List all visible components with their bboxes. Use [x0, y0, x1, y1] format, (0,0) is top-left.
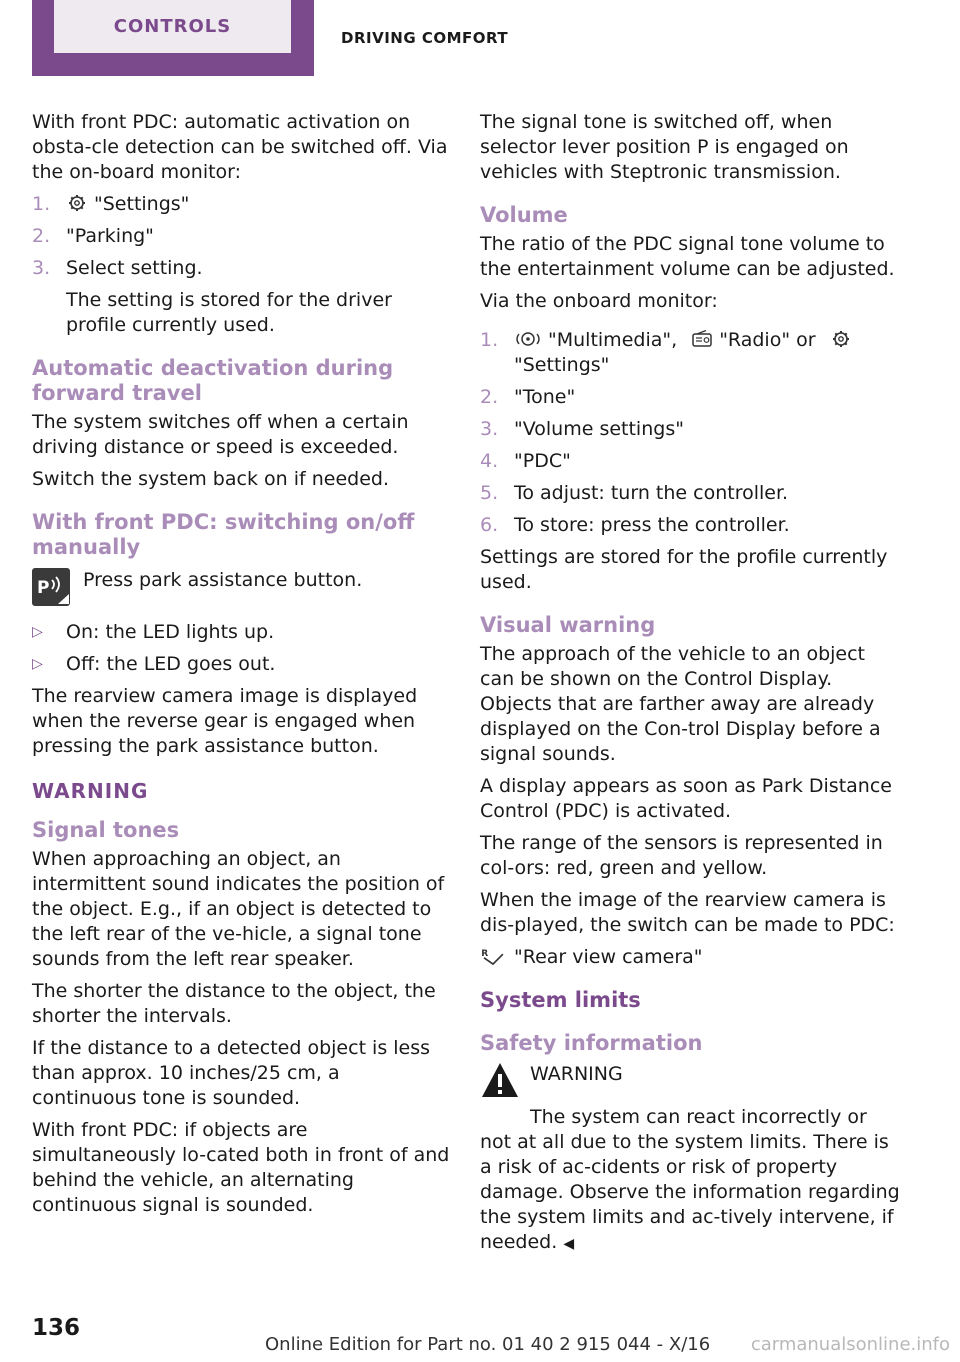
step-text: "PDC" — [514, 450, 571, 472]
gear-icon — [830, 330, 852, 348]
volume-heading: Volume — [480, 203, 568, 227]
list-item — [480, 513, 900, 538]
rearview-paragraph: The rearview camera image is displayed when the reverse gear is engaged when pressing the park assistance button. — [32, 685, 418, 757]
step-subtext: The setting is stored for the driver profile currently used. — [66, 289, 392, 336]
visual-paragraph-1: The approach of the vehicle to an object can be shown on the Control Display. Objects that are farther away are already displayed on the Con-trol Display before a signal sounds. — [480, 643, 881, 765]
svg-text:R: R — [481, 949, 489, 959]
step-text: "Volume settings" — [514, 418, 684, 440]
visual-paragraph-3: The range of the sensors is represented in col-ors: red, green and yellow. — [480, 832, 883, 879]
signal-paragraph-3: If the distance to a detected object is less than approx. 10 inches/25 cm, a continuous tone is sounded. — [32, 1037, 431, 1109]
visual-paragraph-2: A display appears as soon as Park Distance Control (PDC) is activated. — [480, 775, 892, 822]
end-mark-icon: ◀ — [563, 1236, 575, 1252]
header-tab-controls — [32, 0, 314, 76]
park-assist-button-row — [32, 568, 450, 606]
via-monitor-paragraph: Via the onboard monitor: — [480, 290, 718, 312]
intro-paragraph: With front PDC: automatic activation on obsta-cle detection can be switched off. Via the on-board monitor: — [32, 111, 448, 183]
radio-label: "Radio" or — [719, 329, 816, 351]
settings-label: "Settings" — [514, 354, 610, 376]
press-button-text: Press park assistance button. — [83, 569, 363, 591]
radio-icon — [691, 330, 713, 348]
auto-deactivation-paragraph: The system switches off when a certain driving distance or speed is exceeded. — [32, 411, 409, 458]
watermark: carmanualsonline.info — [750, 1334, 950, 1355]
step-text: To adjust: turn the controller. — [514, 482, 789, 504]
step-text: "Parking" — [66, 225, 154, 247]
safety-warning — [480, 1060, 900, 1100]
step-number: 1. — [480, 329, 499, 351]
list-item — [32, 224, 450, 249]
rear-view-camera-label: "Rear view camera" — [514, 946, 703, 968]
settings-stored-paragraph: Settings are stored for the profile currently used. — [480, 546, 888, 593]
step-number: 4. — [480, 450, 499, 472]
switch-back-paragraph: Switch the system back on if needed. — [32, 468, 389, 490]
multimedia-icon — [514, 330, 542, 348]
list-item — [32, 620, 450, 645]
step-text: "Settings" — [94, 193, 190, 215]
volume-steps — [480, 328, 900, 538]
warning-label: WARNING — [530, 1063, 623, 1085]
step-number: 2. — [480, 386, 499, 408]
svg-text:P: P — [37, 578, 50, 598]
step-number: 5. — [480, 482, 499, 504]
bullet-text: On: the LED lights up. — [66, 621, 275, 643]
system-limits-heading: System limits — [480, 988, 641, 1012]
header-tab-label: CONTROLS — [54, 0, 291, 53]
volume-paragraph: The ratio of the PDC signal tone volume to the entertainment volume can be adjusted. — [480, 233, 895, 280]
auto-deactivation-heading: Automatic deactivation during forward travel — [32, 356, 394, 405]
list-item — [480, 449, 900, 474]
signal-paragraph-1: When approaching an object, an intermittent sound indicates the position of the object. E.g., if an object is detected to the left rear of the ve-hicle, a signal tone sounds from the left rear speaker. — [32, 848, 445, 970]
step-number: 2. — [32, 225, 51, 247]
step-number: 6. — [480, 514, 499, 536]
step-text: "Tone" — [514, 386, 576, 408]
tone-off-paragraph: The signal tone is switched off, when selector lever position P is engaged on vehicles with Steptronic transmission. — [480, 111, 849, 183]
signal-paragraph-4: With front PDC: if objects are simultaneously lo-cated both in front of and behind the vehicle, an alternating continuous signal is sounded. — [32, 1119, 450, 1216]
list-item — [32, 192, 450, 217]
list-item — [32, 256, 450, 338]
rear-view-camera-icon — [480, 947, 506, 965]
list-item — [480, 417, 900, 442]
rear-view-camera-line — [480, 945, 900, 970]
step-number: 1. — [32, 193, 51, 215]
step-text: To store: press the controller. — [514, 514, 790, 536]
step-number: 3. — [32, 257, 51, 279]
list-item — [480, 328, 900, 378]
triangle-bullet-icon: ▷ — [32, 624, 43, 640]
gear-icon — [66, 194, 88, 212]
settings-steps — [32, 192, 450, 338]
left-column — [32, 110, 450, 1225]
step-number: 3. — [480, 418, 499, 440]
right-column — [480, 110, 900, 1264]
bullet-text: Off: the LED goes out. — [66, 653, 276, 675]
manual-switching-heading: With front PDC: switching on/off manually — [32, 510, 415, 559]
warning-text — [480, 1105, 900, 1257]
multimedia-label: "Multimedia", — [548, 329, 678, 351]
led-status-list — [32, 620, 450, 677]
header-section-title: DRIVING COMFORT — [341, 29, 509, 47]
step-text: Select setting. — [66, 257, 203, 279]
page-number: 136 — [32, 1315, 81, 1341]
signal-tones-heading: Signal tones — [32, 818, 180, 842]
warning-triangle-icon — [480, 1060, 520, 1100]
list-item — [32, 652, 450, 677]
edition-footer: Online Edition for Part no. 01 40 2 915 044 - X/16 — [265, 1334, 711, 1355]
triangle-bullet-icon: ▷ — [32, 656, 43, 672]
visual-paragraph-4: When the image of the rearview camera is dis-played, the switch can be made to PDC: — [480, 889, 895, 936]
list-item — [480, 481, 900, 506]
safety-info-heading: Safety information — [480, 1031, 703, 1055]
warning-label: WARNING — [32, 779, 149, 803]
visual-warning-heading: Visual warning — [480, 613, 656, 637]
signal-paragraph-2: The shorter the distance to the object, the shorter the intervals. — [32, 980, 436, 1027]
list-item — [480, 385, 900, 410]
warning-body: The system can react incorrectly or not at all due to the system limits. There is a risk of ac-cidents or risk of property damage. Observe the information regarding the system limits and ac-tively intervene, if needed. — [480, 1106, 900, 1253]
park-assistance-button-icon — [32, 568, 70, 606]
